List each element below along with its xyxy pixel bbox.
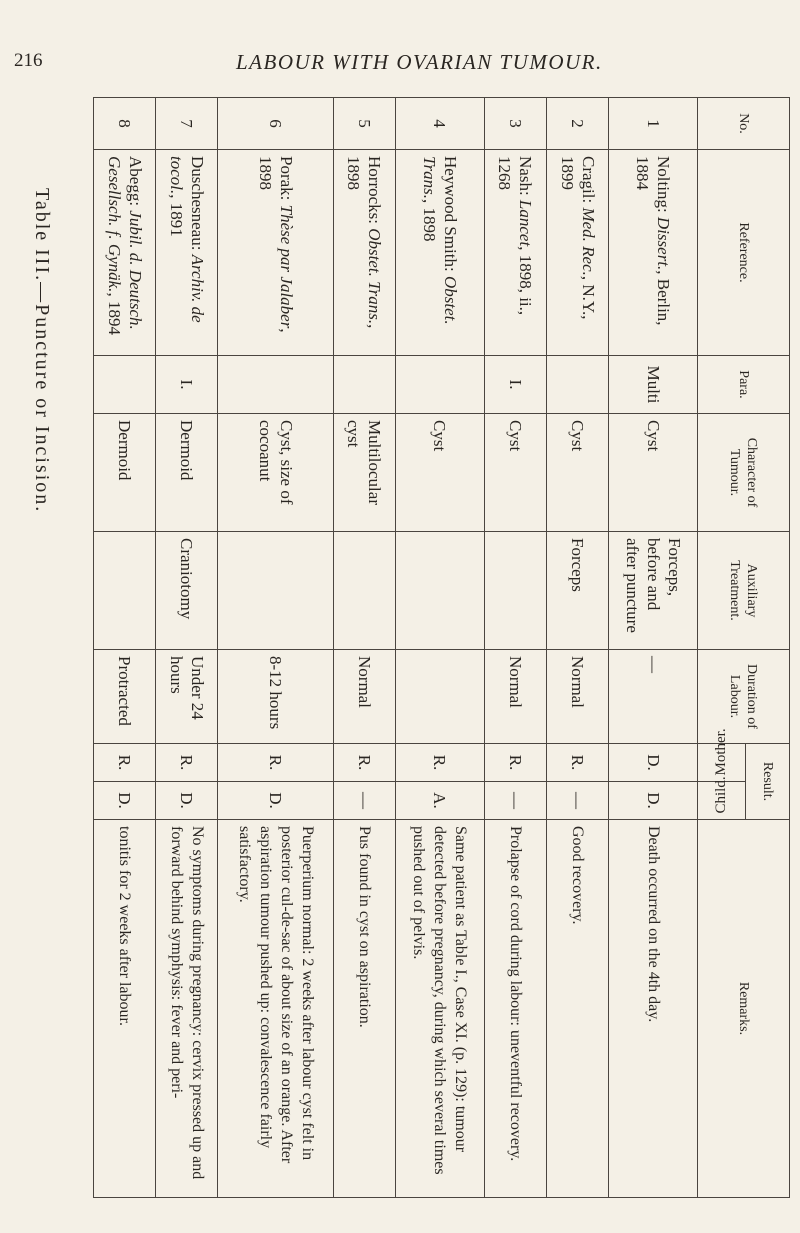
reference-segment: Abegg: (125, 156, 145, 211)
cell-para (218, 356, 333, 414)
reference-segment: Lancet (516, 199, 536, 247)
cell-reference (333, 150, 395, 356)
cell-remarks: Same patient as Table I., Case XI. (p. 129): tumour detected before pregnancy, during which several times pushed out of pelvis. (396, 820, 485, 1198)
page-number: 216 (14, 50, 43, 71)
reference-segment: , 1898 (344, 156, 385, 329)
cell-mother: R. (547, 744, 609, 782)
cell-mother: D. (609, 744, 698, 782)
reference-segment: , 1898 (419, 199, 439, 242)
cell-tumour: Cyst, size of cocoanut (218, 414, 333, 532)
cell-para (547, 356, 609, 414)
reference-segment: Nash: (516, 156, 536, 200)
reference-segment: Thèse par Jalaber (276, 204, 296, 329)
table-row (547, 98, 609, 1198)
header-mother: Mother. (698, 744, 746, 782)
header-treatment: Auxiliary Treatment. (698, 532, 790, 650)
header-tumour: Character of Tumour. (698, 414, 790, 532)
reference-segment: Obstet. Trans. (419, 156, 460, 325)
cell-child: — (333, 782, 395, 820)
cell-labour: — (609, 650, 698, 744)
cell-child: D. (94, 782, 156, 820)
reference-segment: Obstet. Trans. (365, 228, 385, 325)
table-caption: Table III.—Puncture or Incision. (31, 188, 53, 514)
cell-tumour: Cyst (547, 414, 609, 532)
cell-tumour: Multilocular cyst (333, 414, 395, 532)
cell-labour: Protracted (94, 650, 156, 744)
cell-mother: R. (333, 744, 395, 782)
cell-mother: R. (484, 744, 546, 782)
cell-mother: R. (156, 744, 218, 782)
cell-labour: Under 24 hours (156, 650, 218, 744)
cell-labour (396, 650, 485, 744)
cell-no: 6 (218, 98, 333, 150)
cell-mother: R. (396, 744, 485, 782)
cell-child: D. (156, 782, 218, 820)
cell-no: 8 (94, 98, 156, 150)
table-row (484, 98, 546, 1198)
reference-segment: Jubil. d. Deutsch. Gesellsch. f. Gynäk. (104, 156, 145, 330)
reference-segment: , 1898, ii., 1268 (495, 156, 536, 316)
cell-treatment (94, 532, 156, 650)
cell-no: 3 (484, 98, 546, 150)
cell-para: I. (156, 356, 218, 414)
header-no: No. (698, 98, 790, 150)
reference-segment: Duschesneau: (187, 156, 207, 255)
cell-remarks: tonitis for 2 weeks after labour. (94, 820, 156, 1198)
cell-child: D. (609, 782, 698, 820)
cell-labour: Normal (547, 650, 609, 744)
reference-segment: Porak: (276, 156, 296, 205)
table-row (156, 98, 218, 1198)
cell-tumour: Cyst (609, 414, 698, 532)
table-row (94, 98, 156, 1198)
cell-treatment (484, 532, 546, 650)
cell-remarks: No symptoms during pregnancy: cervix pressed up and forward behind symphysis: fever and peri- (156, 820, 218, 1198)
cell-para: I. (484, 356, 546, 414)
table-row (218, 98, 333, 1198)
cell-no: 5 (333, 98, 395, 150)
reference-segment: Nolting: (654, 156, 674, 217)
data-table-rotated (93, 97, 790, 1197)
cell-no: 4 (396, 98, 485, 150)
cell-mother: R. (94, 744, 156, 782)
cell-remarks: Death occurred on the 4th day. (609, 820, 698, 1198)
cell-no: 1 (609, 98, 698, 150)
cell-labour: Normal (484, 650, 546, 744)
reference-segment: , 1894 (104, 292, 124, 335)
cell-para: Multi (609, 356, 698, 414)
reference-segment: Horrocks: (365, 156, 385, 229)
cell-tumour: Dermoid (156, 414, 218, 532)
reference-segment: Heywood Smith: (440, 156, 460, 276)
cell-remarks: Puerperium normal: 2 weeks after labour cyst felt in posterior cul-de-sac of about size of an orange. After aspiration tumour pushed up: convalescence fairly satisfactory. (218, 820, 333, 1198)
cell-treatment (396, 532, 485, 650)
data-table (93, 97, 790, 1198)
cell-no: 7 (156, 98, 218, 150)
table-body (94, 98, 698, 1198)
cell-reference (547, 150, 609, 356)
cell-para (396, 356, 485, 414)
header-reference: Reference. (698, 150, 790, 356)
reference-segment: Dissert. (654, 216, 674, 271)
header-result: Result. (746, 744, 790, 820)
cell-no: 2 (547, 98, 609, 150)
reference-segment: , 1898 (255, 156, 296, 333)
table-row (396, 98, 485, 1198)
cell-remarks: Good recovery. (547, 820, 609, 1198)
header-child: Child. (698, 782, 746, 820)
table-row (333, 98, 395, 1198)
cell-labour: 8-12 hours (218, 650, 333, 744)
cell-treatment (333, 532, 395, 650)
reference-segment: Cragil: (578, 156, 598, 208)
cell-treatment: Forceps, before and after puncture (609, 532, 698, 650)
reference-segment: , Berlin, 1884 (633, 156, 674, 326)
cell-reference (156, 150, 218, 356)
cell-mother: R. (218, 744, 333, 782)
header-para: Para. (698, 356, 790, 414)
reference-segment: , N.Y., 1899 (557, 156, 598, 320)
cell-reference (94, 150, 156, 356)
cell-treatment: Craniotomy (156, 532, 218, 650)
cell-reference (396, 150, 485, 356)
cell-child: — (484, 782, 546, 820)
cell-para (94, 356, 156, 414)
reference-segment: , 1891 (166, 194, 186, 237)
cell-remarks: Pus found in cyst on aspiration. (333, 820, 395, 1198)
cell-treatment (218, 532, 333, 650)
cell-reference (484, 150, 546, 356)
cell-reference (218, 150, 333, 356)
cell-tumour: Cyst (396, 414, 485, 532)
cell-tumour: Dermoid (94, 414, 156, 532)
cell-reference (609, 150, 698, 356)
table-row (609, 98, 698, 1198)
cell-treatment: Forceps (547, 532, 609, 650)
cell-child: — (547, 782, 609, 820)
cell-remarks: Prolapse of cord during labour: uneventful recovery. (484, 820, 546, 1198)
reference-segment: Med. Rec. (578, 207, 598, 276)
cell-child: D. (218, 782, 333, 820)
reference-segment: Archiv. de tocol. (166, 156, 207, 323)
running-head: LABOUR WITH OVARIAN TUMOUR. (236, 50, 603, 74)
header-labour: Duration of Labour. (698, 650, 790, 744)
cell-child: A. (396, 782, 485, 820)
header-remarks: Remarks. (698, 820, 790, 1198)
cell-para (333, 356, 395, 414)
cell-labour: Normal (333, 650, 395, 744)
cell-tumour: Cyst (484, 414, 546, 532)
